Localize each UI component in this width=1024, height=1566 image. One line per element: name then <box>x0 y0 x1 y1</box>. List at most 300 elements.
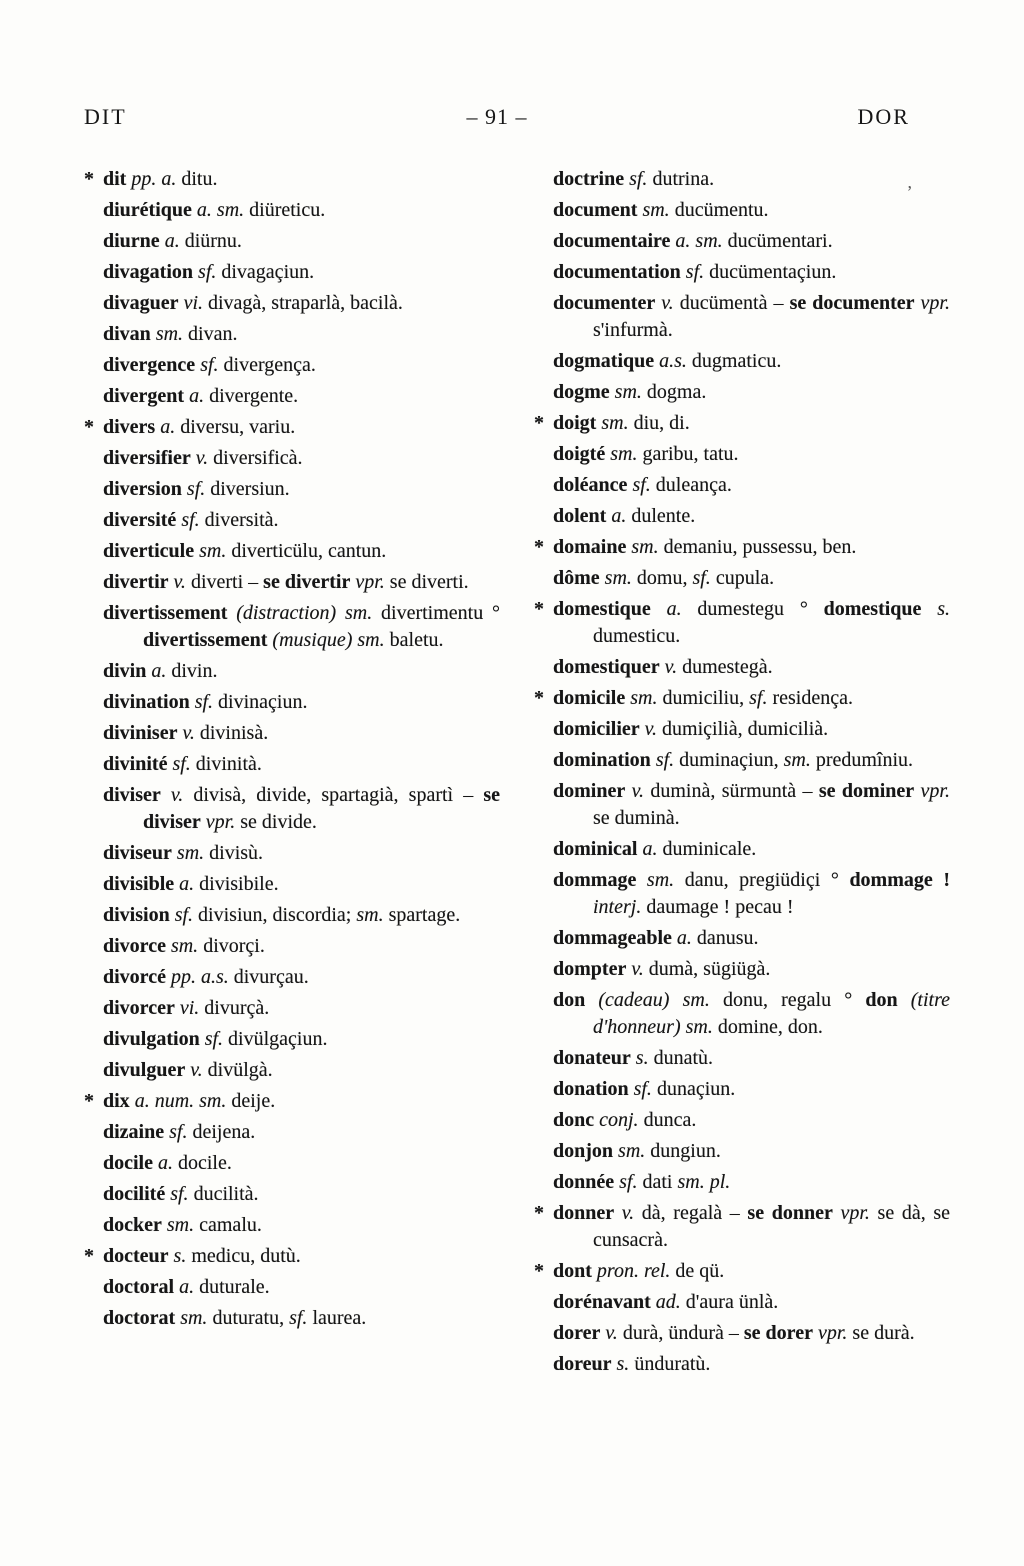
headword: se documenter <box>789 292 915 314</box>
headword: se donner <box>747 1202 833 1224</box>
translation: cupula. <box>710 567 775 589</box>
grammar-label: v. <box>185 1059 203 1081</box>
translation: dumiciliu, <box>657 687 750 709</box>
translation: diversu, variu. <box>175 416 296 438</box>
grammar-label: a. <box>671 927 692 949</box>
grammar-label: pp. a.s. <box>165 966 229 988</box>
headword: don <box>865 989 898 1011</box>
translation: ditu. <box>176 168 218 190</box>
headword: domicilier <box>553 718 640 740</box>
translation: diürnu. <box>179 230 242 252</box>
grammar-label: sf. <box>195 354 219 376</box>
headword: diverticule <box>103 540 195 562</box>
dictionary-entry <box>553 836 950 863</box>
grammar-label: a.s. <box>654 350 687 372</box>
dictionary-entry <box>553 348 950 375</box>
grammar-label: v. <box>168 571 186 593</box>
dictionary-entry <box>103 840 500 867</box>
translation: spartage. <box>383 904 461 926</box>
grammar-label: sm. <box>175 1307 208 1329</box>
headword: divisible <box>103 873 175 895</box>
headword: donnée <box>553 1171 615 1193</box>
grammar-label: sf. <box>165 1183 189 1205</box>
dictionary-entry <box>534 1200 950 1254</box>
headword: dôme <box>553 567 600 589</box>
asterisk-marker: * <box>534 687 544 709</box>
translation: diversificà. <box>208 447 303 469</box>
grammar-label: vi. <box>174 997 200 1019</box>
headword: documentation <box>553 261 681 283</box>
headword: dorénavant <box>553 1291 651 1313</box>
grammar-label: sm. <box>783 749 811 771</box>
dictionary-entry <box>103 871 500 898</box>
asterisk-marker: * <box>534 536 544 558</box>
translation: ünduratù. <box>629 1353 711 1375</box>
dictionary-entry <box>553 166 950 193</box>
grammar-label: sm. <box>596 412 629 434</box>
grammar-label: sf. <box>169 904 194 926</box>
headword: divan <box>103 323 151 345</box>
headword: divinité <box>103 753 168 775</box>
translation: se diverti. <box>384 571 469 593</box>
translation: deije. <box>226 1090 276 1112</box>
grammar-label: sm. <box>613 1140 646 1162</box>
dictionary-entry <box>553 867 950 921</box>
translation: dati <box>637 1171 678 1193</box>
dictionary-entry <box>103 569 500 596</box>
scan-artifact: , <box>907 172 912 192</box>
translation: ducümentà – <box>673 292 790 314</box>
headword: diversifier <box>103 447 191 469</box>
dictionary-entry <box>103 352 500 379</box>
grammar-label: a. num. sm. <box>129 1090 227 1112</box>
translation: dunatù. <box>648 1047 714 1069</box>
grammar-label: (musique) sm. <box>267 629 385 651</box>
dictionary-entry <box>103 290 500 317</box>
headword: diviseur <box>103 842 172 864</box>
headword: divagation <box>103 261 194 283</box>
headword: divertissement <box>143 629 268 651</box>
dictionary-entry <box>103 321 500 348</box>
translation: diversità. <box>199 509 279 531</box>
headword: dit <box>103 168 127 190</box>
grammar-label: sf. <box>650 749 675 771</box>
headword: don <box>553 989 586 1011</box>
grammar-label: sf. <box>199 1028 224 1050</box>
headword: dogmatique <box>553 350 655 372</box>
dictionary-entry <box>103 751 500 778</box>
dictionary-entry <box>103 1119 500 1146</box>
grammar-label: v. <box>614 1202 635 1224</box>
dictionary-entry <box>103 1181 500 1208</box>
dictionary-entry <box>103 933 500 960</box>
headword: docile <box>103 1152 153 1174</box>
dictionary-entry <box>84 414 500 441</box>
asterisk-marker: * <box>84 1090 94 1112</box>
headword: divorcer <box>103 997 175 1019</box>
dictionary-entry <box>553 987 950 1041</box>
grammar-label: pp. a. <box>126 168 177 190</box>
grammar-label: a. <box>606 505 627 527</box>
grammar-label: a. <box>184 385 205 407</box>
translation: divülgà. <box>202 1059 273 1081</box>
translation: deijena. <box>187 1121 256 1143</box>
headword: domestique <box>823 598 922 620</box>
dictionary-entry <box>534 410 950 437</box>
grammar-label: s. <box>630 1047 649 1069</box>
grammar-label: v. <box>655 292 674 314</box>
grammar-label: v. <box>177 722 195 744</box>
dictionary-entry <box>553 1045 950 1072</box>
headword: divers <box>103 416 156 438</box>
headword: dommage ! <box>849 869 950 891</box>
grammar-label: sm. pl. <box>677 1171 731 1193</box>
grammar-label: (distraction) sm. <box>227 602 373 624</box>
dictionary-entry <box>534 1258 950 1285</box>
headword: se dominer <box>818 780 915 802</box>
grammar-label: vpr. <box>350 571 385 593</box>
dictionary-entry <box>553 654 950 681</box>
dictionary-entry <box>103 1212 500 1239</box>
translation: garibu, tatu. <box>637 443 739 465</box>
grammar-label: v. <box>626 958 644 980</box>
translation: daumage ! pecau ! <box>641 896 794 918</box>
grammar-label: a. <box>155 416 176 438</box>
grammar-label: v. <box>639 718 658 740</box>
headword: se diviser <box>143 784 500 833</box>
asterisk-marker: * <box>534 1202 544 1224</box>
grammar-label: sm. <box>161 1214 195 1236</box>
grammar-label: ad. <box>650 1291 681 1313</box>
headword: divulgation <box>103 1028 200 1050</box>
grammar-label: v. <box>625 780 644 802</box>
dictionary-entry <box>103 1150 500 1177</box>
translation: diu, di. <box>628 412 690 434</box>
translation: diverti – <box>185 571 264 593</box>
translation: demaniu, pussessu, ben. <box>658 536 857 558</box>
grammar-label: sf. <box>692 567 711 589</box>
grammar-label: sf. <box>289 1307 308 1329</box>
translation: divisiun, discordia; <box>193 904 357 926</box>
translation: dunca. <box>638 1109 697 1131</box>
grammar-label: sf. <box>627 474 651 496</box>
headword: se divertir <box>263 571 351 593</box>
translation: s'infurmà. <box>593 319 673 341</box>
grammar-label: vpr. <box>200 811 236 833</box>
dictionary-entry <box>553 379 950 406</box>
translation: dugmaticu. <box>686 350 782 372</box>
headword: dominer <box>553 780 626 802</box>
translation: divisù. <box>204 842 264 864</box>
headword: documenter <box>553 292 656 314</box>
dictionary-entry <box>553 1107 950 1134</box>
headword: docilité <box>103 1183 166 1205</box>
translation: duleança. <box>650 474 732 496</box>
translation: divinaçiun. <box>213 691 308 713</box>
dictionary-entry <box>553 503 950 530</box>
grammar-label: sm. <box>171 842 205 864</box>
translation: predumîniu. <box>810 749 914 771</box>
translation: camalu. <box>194 1214 262 1236</box>
translation: divergença. <box>218 354 316 376</box>
grammar-label: vpr. <box>914 292 950 314</box>
grammar-label: a. <box>637 838 658 860</box>
grammar-label: sf. <box>680 261 705 283</box>
two-column-body <box>84 166 950 1382</box>
dictionary-entry <box>553 956 950 983</box>
dictionary-entry <box>84 1243 500 1270</box>
headword: divulguer <box>103 1059 186 1081</box>
dictionary-entry <box>103 902 500 929</box>
dictionary-entry <box>553 1138 950 1165</box>
dictionary-entry <box>103 658 500 685</box>
translation: ducilità. <box>188 1183 259 1205</box>
headword: dommage <box>553 869 637 891</box>
dictionary-entry <box>103 1026 500 1053</box>
dictionary-entry <box>103 995 500 1022</box>
grammar-label: a. sm. <box>670 230 723 252</box>
grammar-label: vi. <box>178 292 203 314</box>
translation: divülgaçiun. <box>223 1028 328 1050</box>
headword: divorce <box>103 935 166 957</box>
grammar-label: sm. <box>194 540 227 562</box>
headword: diurne <box>103 230 160 252</box>
translation: dutrina. <box>647 168 715 190</box>
headword: domestique <box>553 598 651 620</box>
grammar-label: a. <box>153 1152 173 1174</box>
dictionary-entry <box>103 259 500 286</box>
asterisk-marker: * <box>534 412 544 434</box>
translation: baletu. <box>384 629 444 651</box>
grammar-label: sm. <box>636 869 675 891</box>
headword: division <box>103 904 170 926</box>
translation: divinità. <box>190 753 262 775</box>
grammar-label: sf. <box>189 691 214 713</box>
grammar-label: sm. <box>150 323 184 345</box>
headword: diviniser <box>103 722 178 744</box>
dictionary-entry <box>103 228 500 255</box>
headword: divergence <box>103 354 196 376</box>
running-head-right: DOR <box>857 104 910 129</box>
headword: docker <box>103 1214 162 1236</box>
headword: dogme <box>553 381 610 403</box>
dictionary-entry <box>103 197 500 224</box>
translation: duturatu, <box>207 1307 290 1329</box>
translation: dunaçiun. <box>651 1078 736 1100</box>
grammar-label: sm. <box>165 935 199 957</box>
headword: dorer <box>553 1322 601 1344</box>
translation: docile. <box>173 1152 232 1174</box>
translation: divurçau. <box>228 966 309 988</box>
headword: dompter <box>553 958 627 980</box>
grammar-label: sm. <box>599 567 632 589</box>
dictionary-entry <box>553 197 950 224</box>
translation: dumesticu. <box>593 625 681 647</box>
grammar-label: sf. <box>628 1078 652 1100</box>
translation: d'aura ünlà. <box>680 1291 779 1313</box>
grammar-label: sf. <box>614 1171 638 1193</box>
dictionary-entry <box>553 565 950 592</box>
headword: divination <box>103 691 190 713</box>
translation: de qü. <box>670 1260 725 1282</box>
translation: dumiçilià, dumicilià. <box>657 718 829 740</box>
headword: divertir <box>103 571 169 593</box>
running-head-left: DIT <box>84 104 127 129</box>
grammar-label: sf. <box>167 753 191 775</box>
headword: donateur <box>553 1047 631 1069</box>
grammar-label: vpr. <box>812 1322 848 1344</box>
translation: medicu, dutù. <box>186 1245 301 1267</box>
grammar-label: (titre d'honneur) sm. <box>593 989 950 1038</box>
column-right <box>534 166 950 1382</box>
translation: se divide. <box>235 811 317 833</box>
dictionary-entry <box>103 383 500 410</box>
headword: docteur <box>103 1245 169 1267</box>
translation: divertimentu ° <box>372 602 500 624</box>
headword: doreur <box>553 1353 612 1375</box>
headword: donc <box>553 1109 595 1131</box>
asterisk-marker: * <box>84 1245 94 1267</box>
translation: dulente. <box>626 505 696 527</box>
headword: doigt <box>553 412 597 434</box>
dictionary-entry <box>553 228 950 255</box>
translation: diversiun. <box>205 478 290 500</box>
asterisk-marker: * <box>84 168 94 190</box>
translation: domu, <box>631 567 693 589</box>
grammar-label: vpr. <box>832 1202 870 1224</box>
translation: domine, don. <box>712 1016 823 1038</box>
headword: diversité <box>103 509 177 531</box>
grammar-label: s. <box>921 598 950 620</box>
translation: diverticülu, cantun. <box>226 540 387 562</box>
dictionary-entry <box>534 685 950 712</box>
translation: dà, regalà – <box>634 1202 748 1224</box>
headword: documentaire <box>553 230 671 252</box>
headword: dizaine <box>103 1121 165 1143</box>
dictionary-entry <box>103 1305 500 1332</box>
headword: dommageable <box>553 927 672 949</box>
translation: ducümentu. <box>669 199 769 221</box>
translation: laurea. <box>307 1307 367 1329</box>
grammar-label: sm. <box>605 443 638 465</box>
translation: dumà, sügiügà. <box>643 958 771 980</box>
grammar-label: v. <box>600 1322 618 1344</box>
headword: donjon <box>553 1140 614 1162</box>
translation: se durà. <box>847 1322 915 1344</box>
headword: dont <box>553 1260 592 1282</box>
grammar-label: a. <box>174 873 195 895</box>
dictionary-entry <box>103 720 500 747</box>
headword: doctorat <box>103 1307 176 1329</box>
headword: doctoral <box>103 1276 175 1298</box>
translation: divan. <box>183 323 238 345</box>
grammar-label: s. <box>168 1245 187 1267</box>
dictionary-entry <box>553 1289 950 1316</box>
grammar-label: v. <box>659 656 678 678</box>
translation: ducümentaçiun. <box>704 261 837 283</box>
headword: diversion <box>103 478 182 500</box>
translation: dungiun. <box>645 1140 721 1162</box>
dictionary-entry <box>534 534 950 561</box>
translation: divisà, divide, spartagià, spartì – <box>183 784 484 806</box>
headword: divin <box>103 660 147 682</box>
translation: divin. <box>166 660 218 682</box>
grammar-label: a. <box>146 660 167 682</box>
grammar-label: sm. <box>625 687 658 709</box>
translation: divagà, straparlà, bacilà. <box>203 292 403 314</box>
grammar-label: sm. <box>609 381 642 403</box>
dictionary-entry <box>553 472 950 499</box>
headword: se dorer <box>743 1322 813 1344</box>
translation: dumestegu ° <box>681 598 824 620</box>
dictionary-entry <box>103 1057 500 1084</box>
translation: dogma. <box>641 381 707 403</box>
headword: domination <box>553 749 651 771</box>
grammar-label: vpr. <box>914 780 950 802</box>
grammar-label: (cadeau) sm. <box>585 989 710 1011</box>
dictionary-entry <box>103 507 500 534</box>
grammar-label: a. <box>159 230 180 252</box>
grammar-label: sf. <box>181 478 206 500</box>
grammar-label: sm. <box>356 904 384 926</box>
grammar-label: interj. <box>593 896 642 918</box>
headword: donation <box>553 1078 629 1100</box>
headword: divorcé <box>103 966 166 988</box>
dictionary-entry <box>103 600 500 654</box>
headword: domicile <box>553 687 626 709</box>
translation: se dà, se cunsacrà. <box>593 1202 950 1251</box>
dictionary-entry <box>84 1088 500 1115</box>
translation: residença. <box>767 687 853 709</box>
headword: donner <box>553 1202 615 1224</box>
translation: durà, ündurà – <box>617 1322 744 1344</box>
dictionary-entry <box>84 166 500 193</box>
dictionary-entry <box>534 596 950 650</box>
dictionary-entry <box>103 689 500 716</box>
column-left <box>84 166 500 1382</box>
translation: ducümentari. <box>722 230 833 252</box>
translation: duminicale. <box>657 838 757 860</box>
grammar-label: sf. <box>176 509 200 531</box>
headword: doigté <box>553 443 606 465</box>
grammar-label: sm. <box>626 536 659 558</box>
translation: duturale. <box>194 1276 270 1298</box>
grammar-label: sf. <box>624 168 648 190</box>
dictionary-entry <box>553 290 950 344</box>
headword: dolent <box>553 505 607 527</box>
translation: diüreticu. <box>244 199 326 221</box>
translation: donu, regalu ° <box>709 989 866 1011</box>
translation: divinisà. <box>194 722 269 744</box>
dictionary-entry <box>553 1169 950 1196</box>
translation: danu, pregiüdiçi ° <box>674 869 850 891</box>
grammar-label: v. <box>190 447 209 469</box>
grammar-label: sf. <box>164 1121 188 1143</box>
dictionary-entry <box>103 445 500 472</box>
asterisk-marker: * <box>534 598 544 620</box>
headword: domestiquer <box>553 656 660 678</box>
headword: doléance <box>553 474 628 496</box>
asterisk-marker: * <box>534 1260 544 1282</box>
translation: se duminà. <box>593 807 680 829</box>
translation: dumestegà. <box>677 656 773 678</box>
translation: duminaçiun, <box>674 749 784 771</box>
dictionary-entry <box>553 1351 950 1378</box>
headword: dominical <box>553 838 638 860</box>
grammar-label: pron. rel. <box>591 1260 671 1282</box>
dictionary-entry <box>553 716 950 743</box>
grammar-label: s. <box>611 1353 630 1375</box>
